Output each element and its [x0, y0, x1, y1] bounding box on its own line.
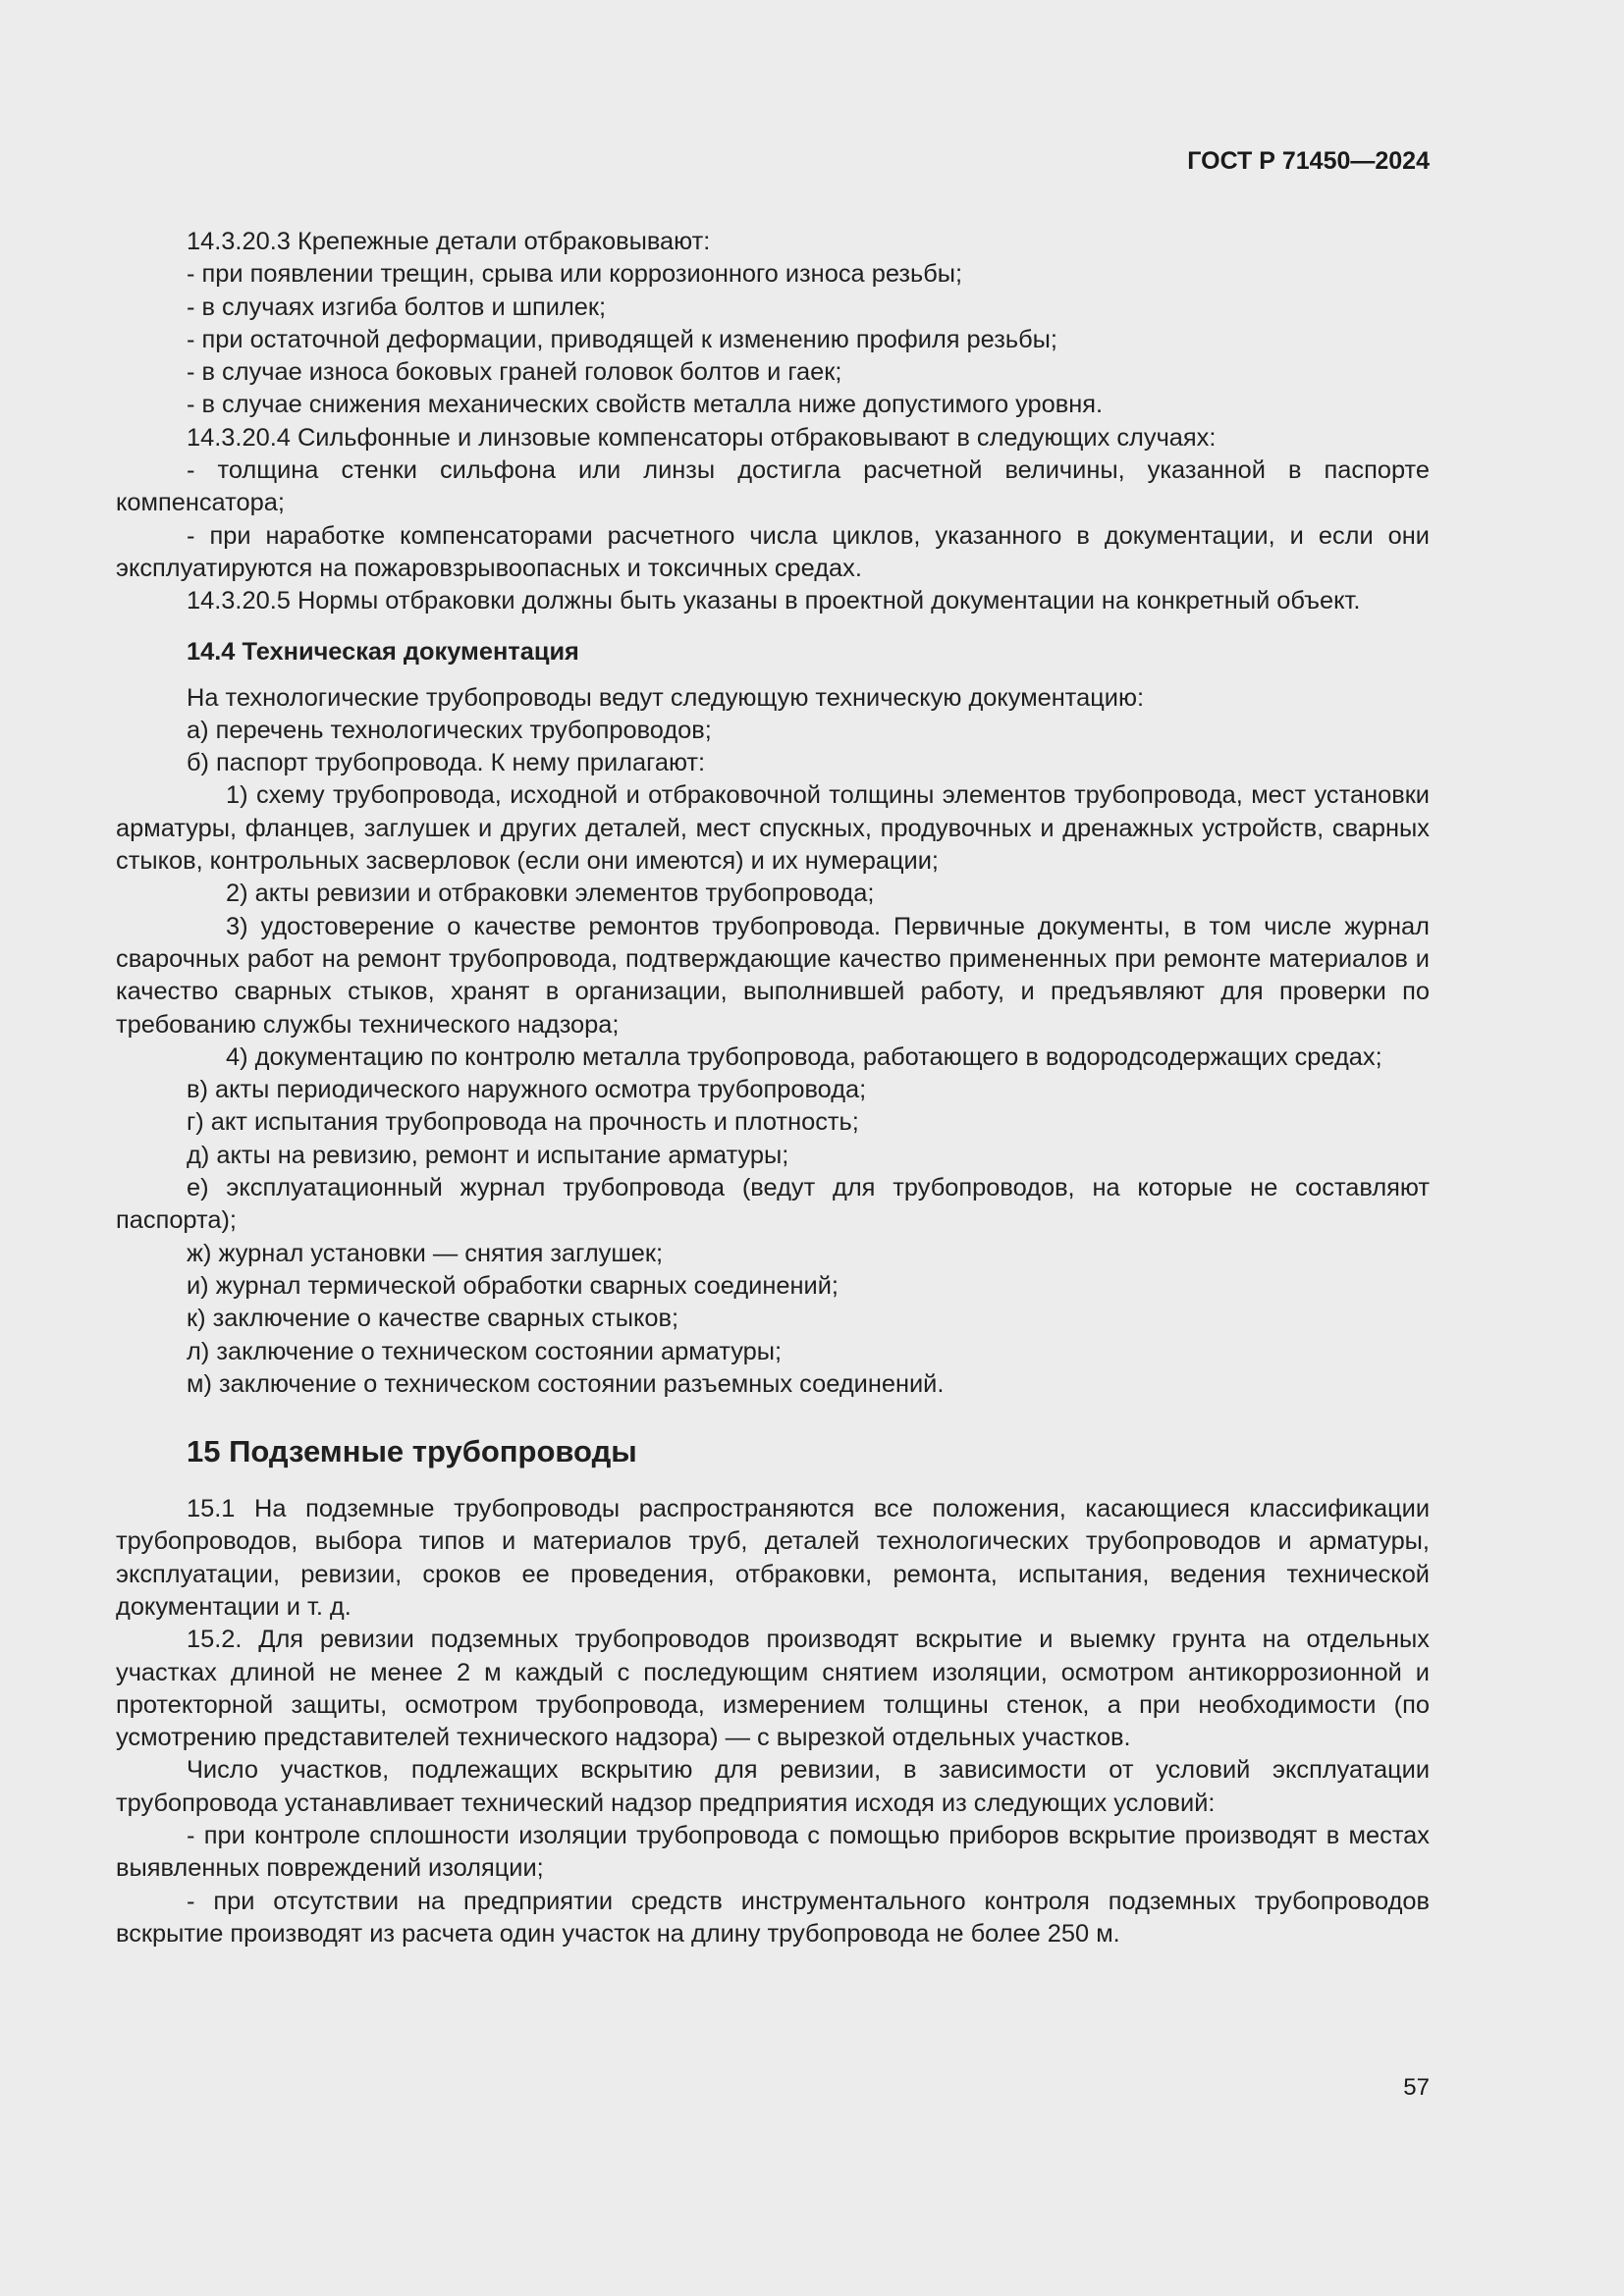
paragraph: м) заключение о техническом состоянии разъемных соединений. — [187, 1369, 945, 1398]
paragraph: 1) схему трубопровода, исходной и отбраковочной толщины элементов трубопровода, мест установки арматуры, фланцев, заглушек и других деталей, мест спускных, продувочных и дренажных устройств, сварных стыков, контрольных засверловок (если они имеются) и их нумерации; — [116, 781, 1430, 876]
section-15-title: 15 Подземные трубопроводы — [187, 1434, 637, 1469]
paragraph: - при наработке компенсаторами расчетного числа циклов, указанного в документации, и если они эксплуатируются на пожаровзрывоопасных и токсичных средах. — [116, 521, 1430, 582]
page-content — [116, 226, 1430, 1950]
paragraph: 14.3.20.4 Сильфонные и линзовые компенсаторы отбраковывают в следующих случаях: — [187, 423, 1217, 452]
paragraph: д) акты на ревизию, ремонт и испытание арматуры; — [187, 1141, 789, 1169]
paragraph: г) акт испытания трубопровода на прочность и плотность; — [187, 1108, 859, 1137]
paragraph: Число участков, подлежащих вскрытию для ревизии, в зависимости от условий эксплуатации трубопровода устанавливает технический надзор предприятия исходя из следующих условий: — [116, 1756, 1430, 1817]
paragraph: - толщина стенки сильфона или линзы достигла расчетной величины, указанной в паспорте компенсатора; — [116, 456, 1430, 517]
paragraph: - в случае износа боковых граней головок болтов и гаек; — [187, 358, 842, 387]
technical-documentation-list — [116, 682, 1430, 1402]
paragraph: е) эксплуатационный журнал трубопровода (ведут для трубопроводов, на которые не составляют паспорта); — [116, 1174, 1430, 1235]
paragraph: л) заключение о техническом состоянии арматуры; — [187, 1337, 783, 1365]
paragraph: - при остаточной деформации, приводящей к изменению профиля резьбы; — [187, 325, 1057, 353]
paragraph: - в случаях изгиба болтов и шпилек; — [187, 293, 607, 321]
paragraph: и) журнал термической обработки сварных соединений; — [187, 1271, 839, 1300]
paragraph: в) акты периодического наружного осмотра трубопровода; — [187, 1076, 867, 1104]
paragraph: - в случае снижения механических свойств металла ниже допустимого уровня. — [187, 391, 1104, 419]
paragraph: 15.2. Для ревизии подземных трубопроводов производят вскрытие и выемку грунта на отдельных участках длиной не менее 2 м каждый с последующим снятием изоляции, осмотром антикоррозионной и протекторной защиты, осмотром трубопровода, измерением толщины стенок, а при необходимости (по усмотрению представителей технического надзора) — с вырезкой отдельных участков. — [116, 1626, 1430, 1752]
paragraph: 3) удостоверение о качестве ремонтов трубопровода. Первичные документы, в том числе журнал сварочных работ на ремонт трубопровода, подтверждающие качество примененных при ремонте материалов и качество сварных стыков, хранят в организации, выполнившей работу, и предъявляют для проверки по требованию службы технического надзора; — [116, 912, 1430, 1039]
paragraph: 14.3.20.5 Нормы отбраковки должны быть указаны в проектной документации на конкретный объект. — [187, 587, 1361, 615]
paragraph: б) паспорт трубопровода. К нему прилагают: — [187, 749, 706, 777]
section-15-body — [116, 1493, 1430, 1950]
paragraph: ж) журнал установки — снятия заглушек; — [187, 1239, 664, 1267]
subsection-14-4-title: 14.4 Техническая документация — [187, 637, 579, 666]
paragraph: 4) документацию по контролю металла трубопровода, работающего в водородсодержащих средах; — [226, 1042, 1382, 1071]
section-14-3-20-block — [116, 226, 1430, 618]
paragraph: а) перечень технологических трубопроводов; — [187, 716, 712, 744]
paragraph: На технологические трубопроводы ведут следующую техническую документацию: — [187, 683, 1145, 712]
paragraph: 14.3.20.3 Крепежные детали отбраковывают: — [187, 228, 711, 255]
paragraph: - при контроле сплошности изоляции трубопровода с помощью приборов вскрытие производят в местах выявленных повреждений изоляции; — [116, 1822, 1430, 1883]
paragraph: - при появлении трещин, срыва или коррозионного износа резьбы; — [187, 260, 963, 289]
document-code-header: ГОСТ Р 71450—2024 — [1187, 147, 1430, 175]
paragraph: 15.1 На подземные трубопроводы распространяются все положения, касающиеся классификации трубопроводов, выбора типов и материалов труб, деталей технологических трубопроводов и арматуры, эксплуатации, ревизии, сроков ее проведения, отбраковки, ремонта, испытания, ведения технической документации и т. д. — [116, 1495, 1430, 1621]
paragraph: к) заключение о качестве сварных стыков; — [187, 1305, 679, 1333]
paragraph: - при отсутствии на предприятии средств инструментального контроля подземных трубопроводов вскрытие производят из расчета один участок на длину трубопровода не более 250 м. — [116, 1887, 1430, 1948]
paragraph: 2) акты ревизии и отбраковки элементов трубопровода; — [226, 880, 875, 908]
page-number: 57 — [1403, 2074, 1430, 2101]
